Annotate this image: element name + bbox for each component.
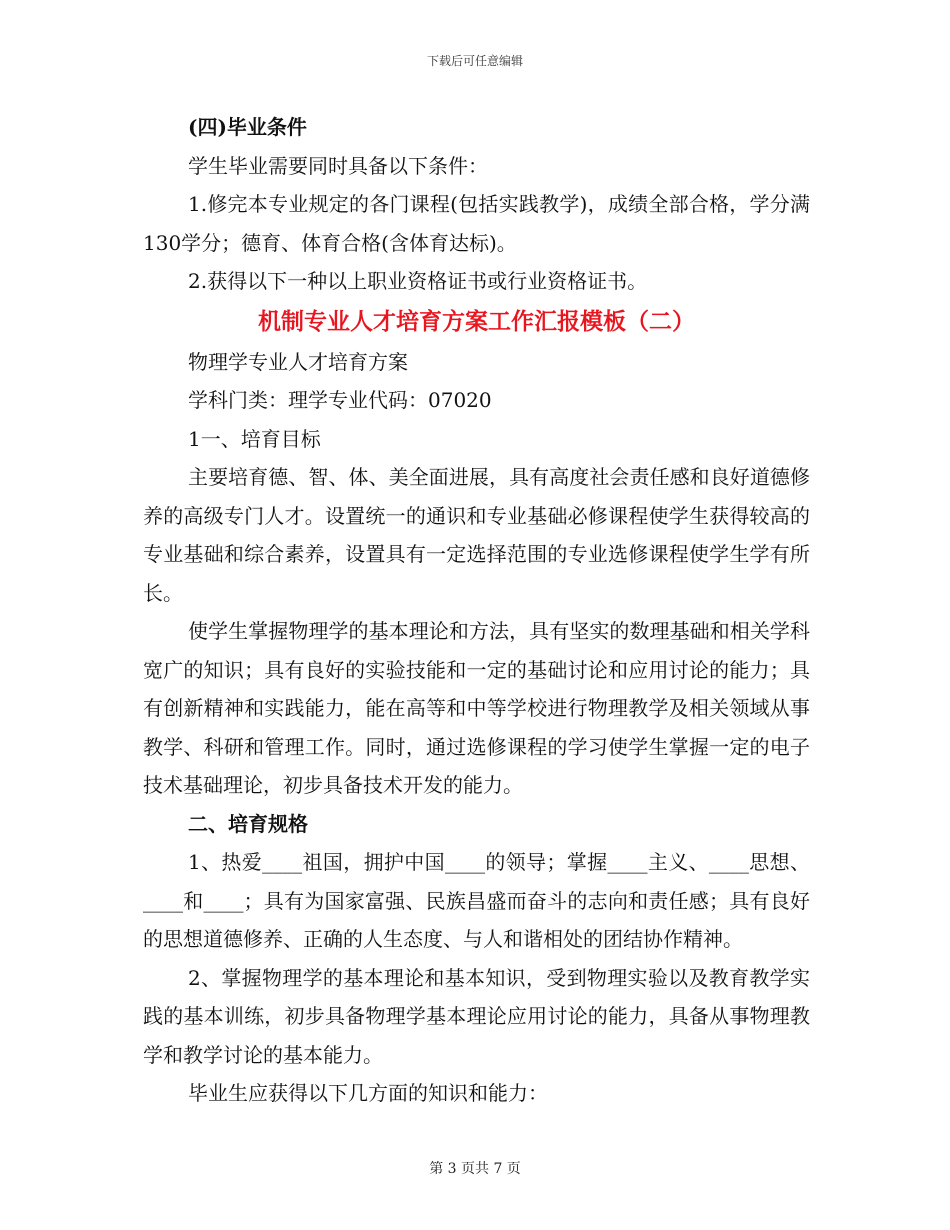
spec-paragraph-1: 1、热爱____祖国，拥护中国____的领导；掌握____主义、____思想、____和____；具有为国家富强、民族昌盛而奋斗的志向和责任感；具有良好的思想道德修养、正确的人生态度、与人和谐相处的团结协作精神。 xyxy=(143,850,810,951)
spec-paragraph-3: 毕业生应获得以下几方面的知识和能力： xyxy=(188,1081,548,1105)
graduation-item-1: 1.修完本专业规定的各门课程(包括实践教学)，成绩全部合格，学分满130学分；德育、体育合格(含体育达标)。 xyxy=(143,192,810,255)
goal-paragraph-1: 主要培育德、智、体、美全面进展，具有高度社会责任感和良好道德修养的高级专门人才。设置统一的通识和专业基础必修课程使学生获得较高的专业基础和综合素养，设置具有一定选择范围的专业选修课程使学生学有所长。 xyxy=(143,465,810,605)
page-header: 下载后可任意编辑 xyxy=(426,54,523,68)
graduation-item-2: 2.获得以下一种以上职业资格证书或行业资格证书。 xyxy=(188,269,648,293)
goal-heading: 1一、培育目标 xyxy=(188,426,321,451)
spec-paragraph-2: 2、掌握物理学的基本理论和基本知识，受到物理实验以及教育教学实践的基本训练，初步具备物理学基本理论应用讨论的能力，具备从事物理教学和教学讨论的基本能力。 xyxy=(143,965,810,1067)
document-title: 机制专业人才培育方案工作汇报模板（二） xyxy=(258,307,695,335)
graduation-intro: 学生毕业需要同时具备以下条件： xyxy=(188,153,488,178)
plan-name: 物理学专业人才培育方案 xyxy=(188,349,408,374)
goal-paragraph-2: 使学生掌握物理学的基本理论和方法，具有坚实的数理基础和相关学科宽广的知识；具有良好的实验技能和一定的基础讨论和应用讨论的能力；具有创新精神和实践能力，能在高等和中等学校进行物理教学及相关领域从事教学、科研和管理工作。同时，通过选修课程的学习使学生掌握一定的电子技术基础理论，初步具备技术开发的能力。 xyxy=(143,619,810,797)
page-footer: 第 3 页共 7 页 xyxy=(429,1161,521,1177)
subject-category: 学科门类：理学专业代码：07020 xyxy=(188,388,492,412)
spec-heading: 二、培育规格 xyxy=(188,811,308,836)
document-body xyxy=(143,108,810,1113)
graduation-heading: (四)毕业条件 xyxy=(188,115,307,139)
